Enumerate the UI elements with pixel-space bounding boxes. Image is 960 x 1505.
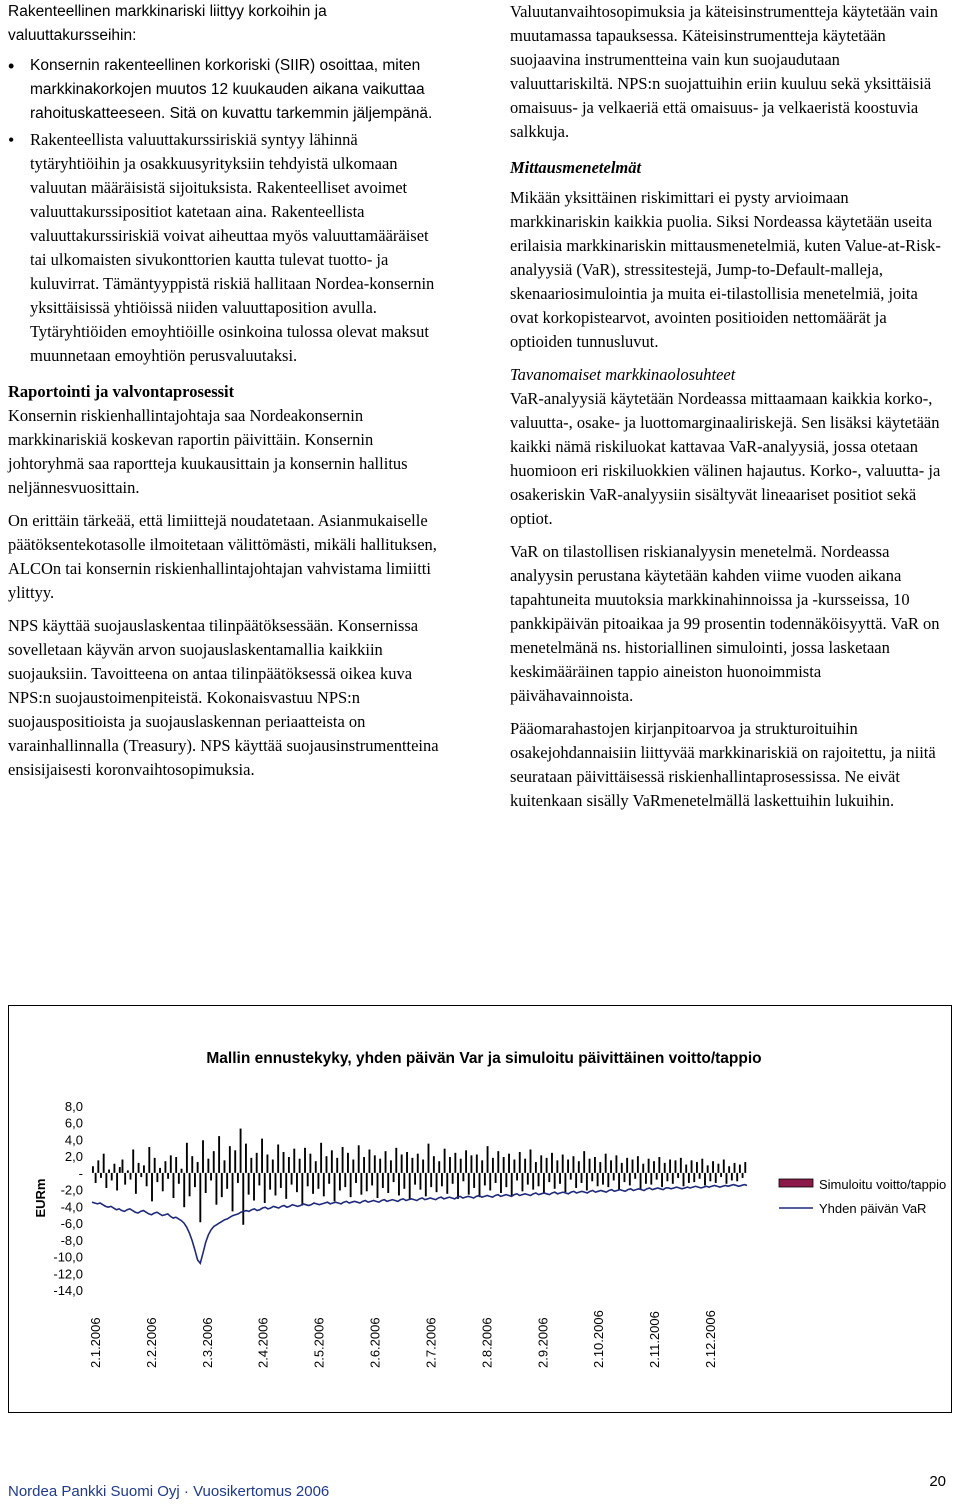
bar-simulated-pl bbox=[245, 1144, 247, 1173]
bar-simulated-pl bbox=[226, 1173, 228, 1189]
var-chart-svg bbox=[9, 1006, 951, 1412]
bar-simulated-pl bbox=[229, 1146, 231, 1173]
bar-simulated-pl bbox=[503, 1157, 505, 1173]
bar-simulated-pl bbox=[430, 1173, 432, 1187]
bar-simulated-pl bbox=[573, 1156, 575, 1173]
bar-simulated-pl bbox=[387, 1173, 389, 1193]
bar-simulated-pl bbox=[664, 1163, 666, 1173]
bar-simulated-pl bbox=[323, 1173, 325, 1196]
bar-simulated-pl bbox=[551, 1153, 553, 1173]
bar-simulated-pl bbox=[358, 1145, 360, 1173]
paragraph-var-method: VaR on tilastollisen riskianalyysin menetelmä. Nordeassa analyysin perustana käytetään kahden viime vuoden aikana tapahtuneita muutoksia markkinahinnoissa ja -kursseissa, 10 pankkipäivän pitoaikaa ja 99 prosentin todennäköisyyttä. VaR on menetelmänä ns. historiallinen simulointi, jossa lasketaan keskimääräinen tappio aineiston huonoimmista päivähavainnoista. bbox=[510, 542, 940, 705]
bar-simulated-pl bbox=[191, 1156, 193, 1173]
bar-simulated-pl bbox=[519, 1152, 521, 1173]
bar-simulated-pl bbox=[532, 1173, 534, 1190]
bar-simulated-pl bbox=[460, 1159, 462, 1173]
bar-simulated-pl bbox=[95, 1173, 97, 1183]
bar-simulated-pl bbox=[334, 1173, 336, 1201]
bar-simulated-pl bbox=[331, 1150, 333, 1173]
y-tick-label: - bbox=[78, 1165, 83, 1181]
bar-simulated-pl bbox=[339, 1173, 341, 1191]
bar-simulated-pl bbox=[610, 1160, 612, 1173]
bar-simulated-pl bbox=[465, 1150, 467, 1173]
bar-simulated-pl bbox=[202, 1140, 204, 1173]
bar-simulated-pl bbox=[199, 1173, 201, 1222]
legend-label-var: Yhden päivän VaR bbox=[819, 1201, 927, 1216]
bar-simulated-pl bbox=[578, 1161, 580, 1173]
bar-simulated-pl bbox=[546, 1158, 548, 1173]
x-tick-label: 2.8.2006 bbox=[479, 1317, 495, 1368]
bar-simulated-pl bbox=[183, 1173, 185, 1207]
bar-simulated-pl bbox=[355, 1173, 357, 1183]
bar-simulated-pl bbox=[701, 1159, 703, 1173]
bar-simulated-pl bbox=[264, 1173, 266, 1203]
bar-simulated-pl bbox=[250, 1158, 252, 1173]
bar-simulated-pl bbox=[127, 1170, 129, 1173]
bar-simulated-pl bbox=[154, 1158, 156, 1173]
bar-simulated-pl bbox=[511, 1173, 513, 1196]
bar-simulated-pl bbox=[366, 1173, 368, 1191]
bar-simulated-pl bbox=[484, 1173, 486, 1186]
bar-simulated-pl bbox=[471, 1155, 473, 1173]
page-number: 20 bbox=[929, 1473, 946, 1490]
y-tick-label: -6,0 bbox=[60, 1216, 83, 1232]
bar-simulated-pl bbox=[390, 1160, 392, 1173]
bar-simulated-pl bbox=[237, 1173, 239, 1183]
bar-simulated-pl bbox=[207, 1159, 209, 1173]
bar-simulated-pl bbox=[248, 1173, 250, 1195]
x-tick-label: 2.10.2006 bbox=[591, 1310, 607, 1368]
bar-simulated-pl bbox=[556, 1160, 558, 1173]
bar-simulated-pl bbox=[320, 1143, 322, 1173]
bar-simulated-pl bbox=[683, 1173, 685, 1186]
bar-simulated-pl bbox=[371, 1173, 373, 1186]
bar-simulated-pl bbox=[307, 1173, 309, 1186]
bar-simulated-pl bbox=[379, 1159, 381, 1173]
bar-simulated-pl bbox=[363, 1157, 365, 1173]
bar-simulated-pl bbox=[548, 1173, 550, 1182]
bar-simulated-pl bbox=[113, 1164, 115, 1173]
bar-simulated-pl bbox=[97, 1160, 99, 1173]
bar-simulated-pl bbox=[476, 1155, 478, 1173]
bar-simulated-pl bbox=[591, 1173, 593, 1181]
bar-simulated-pl bbox=[312, 1173, 314, 1194]
bar-simulated-pl bbox=[575, 1173, 577, 1188]
bar-simulated-pl bbox=[508, 1154, 510, 1173]
paragraph-limits: On erittäin tärkeää, että limiittejä noudatetaan. Asianmukaiselle päätöksentekotasolle ilmoitetaan välittömästi, mikäli hallituksen, ALCOn tai konsernin riskienhallintajohtajan vahvistama limiitti ylittyy. bbox=[8, 511, 437, 602]
bar-simulated-pl bbox=[309, 1154, 311, 1173]
bar-simulated-pl bbox=[151, 1173, 153, 1201]
section-heading-reporting: Raportointi ja valvontaprosessit bbox=[8, 382, 235, 401]
bar-simulated-pl bbox=[420, 1173, 422, 1190]
bar-simulated-pl bbox=[734, 1163, 736, 1173]
bar-simulated-pl bbox=[234, 1150, 236, 1173]
bar-simulated-pl bbox=[658, 1157, 660, 1173]
bar-simulated-pl bbox=[296, 1173, 298, 1192]
bar-simulated-pl bbox=[119, 1167, 121, 1173]
chart-title: Mallin ennustekyky, yhden päivän Var ja simuloitu päivittäinen voitto/tappio bbox=[206, 1050, 762, 1067]
bar-simulated-pl bbox=[275, 1173, 277, 1196]
bar-simulated-pl bbox=[103, 1154, 105, 1173]
bar-simulated-pl bbox=[299, 1159, 301, 1173]
bar-simulated-pl bbox=[111, 1173, 113, 1181]
bar-simulated-pl bbox=[194, 1173, 196, 1187]
right-column bbox=[510, 0, 946, 822]
bar-simulated-pl bbox=[626, 1158, 628, 1173]
bar-simulated-pl bbox=[594, 1157, 596, 1173]
bullet-item-currency-risk: • Rakenteellista valuuttakurssiriskiä syntyy lähinnä tytäryhtiöihin ja osakkuusyrityksiin tehdyistä ulkomaan valuutan määräisistä sijoituksista. Rakenteelliset avoimet valuuttakurssipositiot katetaan aina. Rakenteellista valuuttakurssiriskiä voivat aiheuttaa myös valuuttamääräiset tai ulkomaisten sivukonttorien kautta tulevat tuotto- ja kuluvirrat. Tämäntyyppistä riskiä hallitaan Nordea-konsernin yksittäisissä yhtiöissä niiden valuuttaposition avulla. Tytäryhtiöiden emoyhtiöille osinkoina tulossa olevat maksut muunnetaan emoyhtiön perusvaluutaksi. bbox=[8, 128, 444, 368]
bar-simulated-pl bbox=[395, 1148, 397, 1173]
bar-simulated-pl bbox=[105, 1173, 107, 1188]
bar-simulated-pl bbox=[564, 1173, 566, 1192]
bar-simulated-pl bbox=[691, 1160, 693, 1173]
bar-simulated-pl bbox=[189, 1173, 191, 1196]
x-tick-label: 2.5.2006 bbox=[311, 1317, 327, 1368]
bar-simulated-pl bbox=[629, 1173, 631, 1186]
bar-simulated-pl bbox=[554, 1173, 556, 1189]
bar-simulated-pl bbox=[693, 1173, 695, 1182]
bar-simulated-pl bbox=[253, 1173, 255, 1201]
x-tick-label: 2.7.2006 bbox=[423, 1317, 439, 1368]
bar-simulated-pl bbox=[291, 1173, 293, 1185]
bar-simulated-pl bbox=[570, 1173, 572, 1180]
bar-simulated-pl bbox=[677, 1173, 679, 1178]
bar-simulated-pl bbox=[666, 1173, 668, 1181]
bar-simulated-pl bbox=[696, 1162, 698, 1173]
bar-simulated-pl bbox=[280, 1173, 282, 1188]
bar-simulated-pl bbox=[218, 1136, 220, 1173]
bar-simulated-pl bbox=[328, 1173, 330, 1184]
bar-simulated-pl bbox=[535, 1162, 537, 1173]
bar-simulated-pl bbox=[221, 1173, 223, 1197]
bar-simulated-pl bbox=[116, 1173, 118, 1191]
footer-publication: Nordea Pankki Suomi Oyj · Vuosikertomus 2006 bbox=[8, 1483, 330, 1500]
bar-simulated-pl bbox=[261, 1139, 263, 1173]
bar-simulated-pl bbox=[605, 1154, 607, 1173]
bar-simulated-pl bbox=[347, 1153, 349, 1173]
x-tick-label: 2.11.2006 bbox=[647, 1311, 663, 1368]
bar-simulated-pl bbox=[538, 1173, 540, 1186]
bar-simulated-pl bbox=[438, 1161, 440, 1173]
bar-simulated-pl bbox=[672, 1173, 674, 1184]
bar-simulated-pl bbox=[637, 1156, 639, 1173]
bar-simulated-pl bbox=[240, 1129, 242, 1173]
y-tick-label: 6,0 bbox=[64, 1115, 83, 1131]
bar-simulated-pl bbox=[583, 1151, 585, 1173]
line-one-day-var bbox=[92, 1185, 747, 1264]
bar-simulated-pl bbox=[497, 1151, 499, 1173]
bar-simulated-pl bbox=[452, 1173, 454, 1184]
bar-simulated-pl bbox=[462, 1173, 464, 1181]
bar-simulated-pl bbox=[675, 1160, 677, 1173]
bar-simulated-pl bbox=[272, 1160, 274, 1173]
bar-simulated-pl bbox=[645, 1173, 647, 1184]
bar-simulated-pl bbox=[205, 1173, 207, 1193]
bar-simulated-pl bbox=[100, 1173, 102, 1178]
bar-simulated-pl bbox=[685, 1165, 687, 1173]
paragraph-var-usage: VaR-analyysiä käytetään Nordeassa mittaamaan kaikkia korko-, valuutta-, osake- ja luottomarginaaliriskejä. Sen lisäksi käytetään kaikki nämä riskiluokat kattavaa VaR-analyysiä, jossa otetaan huomioon eri riskiluokkien välinen hajautus. Korko-, valuutta- ja osakeriskin VaR-analyysiin sisältyvät lineaariset positiot sekä optiot. bbox=[510, 389, 941, 528]
bar-simulated-pl bbox=[632, 1160, 634, 1173]
bar-simulated-pl bbox=[178, 1173, 180, 1184]
bar-simulated-pl bbox=[317, 1173, 319, 1189]
bar-simulated-pl bbox=[186, 1143, 188, 1173]
bar-simulated-pl bbox=[586, 1173, 588, 1191]
bar-simulated-pl bbox=[132, 1149, 134, 1172]
bar-simulated-pl bbox=[726, 1173, 728, 1184]
bar-simulated-pl bbox=[401, 1155, 403, 1173]
bar-simulated-pl bbox=[336, 1158, 338, 1173]
bar-simulated-pl bbox=[210, 1173, 212, 1181]
bar-simulated-pl bbox=[742, 1173, 744, 1178]
bar-simulated-pl bbox=[425, 1173, 427, 1196]
bar-simulated-pl bbox=[441, 1173, 443, 1186]
bar-simulated-pl bbox=[457, 1173, 459, 1199]
paragraph-reporting: Konsernin riskienhallintajohtaja saa Nordeakonsernin markkinariskiä koskevan raportin päivittäin. Konsernin johtoryhmä saa raportteja kuukausittain ja konsernin hallitus neljännesvuosittain. bbox=[8, 406, 408, 497]
paragraph-measurement: Mikään yksittäinen riskimittari ei pysty arvioimaan markkinariskin kaikkia puolia. Siksi Nordeassa käytetään useita erilaisia markkinariskin mittausmenetelmiä, kuten Value-at-Risk-analyysiä (VaR), stressitestejä, Jump-to-Default-malleja, skenaariosimulointia ja muita ei-tilastollisia menetelmiä, joita ovat korkopistearvot, avointen positioiden nettomäärät ja optioiden tunnusluvut. bbox=[510, 188, 941, 351]
x-tick-label: 2.3.2006 bbox=[199, 1317, 215, 1368]
bar-simulated-pl bbox=[731, 1173, 733, 1181]
bar-simulated-pl bbox=[146, 1173, 148, 1186]
bar-simulated-pl bbox=[728, 1166, 730, 1173]
x-tick-label: 2.9.2006 bbox=[535, 1317, 551, 1368]
bar-simulated-pl bbox=[567, 1160, 569, 1173]
bar-simulated-pl bbox=[634, 1173, 636, 1179]
bar-simulated-pl bbox=[385, 1151, 387, 1173]
bar-simulated-pl bbox=[293, 1149, 295, 1173]
bar-simulated-pl bbox=[513, 1160, 515, 1173]
bar-simulated-pl bbox=[530, 1149, 532, 1172]
bar-simulated-pl bbox=[224, 1160, 226, 1173]
bar-simulated-pl bbox=[406, 1152, 408, 1173]
legend-swatch-simulated bbox=[779, 1179, 813, 1187]
bar-simulated-pl bbox=[527, 1173, 529, 1185]
bar-simulated-pl bbox=[736, 1173, 738, 1181]
bar-simulated-pl bbox=[130, 1173, 132, 1180]
bar-simulated-pl bbox=[707, 1165, 709, 1173]
bar-simulated-pl bbox=[602, 1173, 604, 1185]
bar-simulated-pl bbox=[138, 1163, 140, 1173]
section-heading-normal-conditions: Tavanomaiset markkinaolosuhteet bbox=[510, 365, 736, 384]
bar-simulated-pl bbox=[473, 1173, 475, 1188]
intro-text: Rakenteellinen markkinariski liittyy korkoihin ja valuuttakursseihin: bbox=[8, 3, 327, 44]
left-column bbox=[8, 0, 444, 791]
bar-simulated-pl bbox=[197, 1162, 199, 1173]
bar-simulated-pl bbox=[487, 1146, 489, 1173]
bar-simulated-pl bbox=[712, 1161, 714, 1173]
y-tick-label: -14,0 bbox=[53, 1283, 83, 1298]
bar-simulated-pl bbox=[164, 1161, 166, 1173]
bar-simulated-pl bbox=[640, 1173, 642, 1189]
bar-simulated-pl bbox=[468, 1173, 470, 1195]
bar-simulated-pl bbox=[258, 1173, 260, 1186]
bar-simulated-pl bbox=[540, 1155, 542, 1173]
bullet-item-siir: • Konsernin rakenteellinen korkoriski (SIIR) osoittaa, miten markkinakorkojen muutos 12 kuukauden aikana vaikuttaa rahoituskatteeseen. Sitä on kuvattu tarkemmin jäljempänä. bbox=[8, 54, 444, 126]
bar-simulated-pl bbox=[581, 1173, 583, 1183]
bar-simulated-pl bbox=[315, 1161, 317, 1173]
bar-simulated-pl bbox=[213, 1151, 215, 1173]
bar-simulated-pl bbox=[661, 1173, 663, 1187]
paragraph-hedge-accounting: NPS käyttää suojauslaskentaa tilinpäätöksessään. Konsernissa sovelletaan käyvän arvon suojauslaskentamallia kaikkiin suojauksiin. Tavoitteena on antaa tilinpäätöksessä oikea kuva NPS:n suojaustoimenpiteistä. Kokonaisvastuu NPS:n suojauspositioista ja suojauslaskennan periaatteista on varainhallinnalla (Treasury). NPS käyttää suojausinstrumentteina ensisijaisesti koronvaihtosopimuksia. bbox=[8, 616, 439, 779]
bar-simulated-pl bbox=[92, 1166, 94, 1173]
bar-simulated-pl bbox=[143, 1165, 145, 1173]
paragraph-instruments: Valuutanvaihtosopimuksia ja käteisinstrumentteja käytetään vain muutamassa tapauksessa. Käteisinstrumentteja käytetään suojaavina instrumentteina vain kun suojaudutaan valuuttariskiltä. NPS:n suojattuihin eriin kuuluu sekä yksittäisiä omaisuus- ja velkaeriä että omaisuus- ja velkaeristä koostuvia salkkuja. bbox=[510, 2, 938, 141]
bar-simulated-pl bbox=[621, 1163, 623, 1173]
x-tick-label: 2.6.2006 bbox=[367, 1317, 383, 1368]
bar-simulated-pl bbox=[522, 1173, 524, 1191]
bar-simulated-pl bbox=[597, 1173, 599, 1186]
bar-simulated-pl bbox=[344, 1173, 346, 1187]
bar-simulated-pl bbox=[215, 1173, 217, 1205]
bar-simulated-pl bbox=[481, 1160, 483, 1173]
paragraph-private-equity: Pääomarahastojen kirjanpitoarvoa ja strukturoituihin osakejohdannaisiin liittyvää markkinariskiä on rajoitettu, ja niitä seurataan päivittäisessä riskienhallintaprosessissa. Ne eivät kuitenkaan sisälly VaRmenetelmällä laskettuihin lukuihin. bbox=[510, 719, 936, 810]
bar-simulated-pl bbox=[140, 1173, 142, 1177]
bar-simulated-pl bbox=[352, 1160, 354, 1173]
bar-simulated-pl bbox=[500, 1173, 502, 1193]
bar-simulated-pl bbox=[723, 1160, 725, 1173]
bar-simulated-pl bbox=[607, 1173, 609, 1187]
bar-simulated-pl bbox=[444, 1149, 446, 1173]
x-tick-label: 2.1.2006 bbox=[88, 1317, 103, 1368]
y-axis-label: EURm bbox=[33, 1178, 48, 1218]
bar-simulated-pl bbox=[122, 1160, 124, 1173]
bar-simulated-pl bbox=[720, 1173, 722, 1177]
bar-simulated-pl bbox=[269, 1173, 271, 1190]
bar-simulated-pl bbox=[489, 1173, 491, 1191]
bar-simulated-pl bbox=[669, 1160, 671, 1173]
bar-simulated-pl bbox=[135, 1173, 137, 1194]
x-tick-label: 2.2.2006 bbox=[143, 1317, 159, 1368]
bar-simulated-pl bbox=[108, 1170, 110, 1173]
bar-simulated-pl bbox=[505, 1173, 507, 1187]
bar-simulated-pl bbox=[414, 1173, 416, 1185]
bar-simulated-pl bbox=[382, 1173, 384, 1188]
bar-simulated-pl bbox=[648, 1159, 650, 1173]
bar-simulated-pl bbox=[256, 1153, 258, 1173]
bar-simulated-pl bbox=[377, 1173, 379, 1198]
bar-simulated-pl bbox=[159, 1168, 161, 1173]
y-tick-label: -12,0 bbox=[53, 1266, 83, 1282]
bar-simulated-pl bbox=[266, 1155, 268, 1173]
x-tick-label: 2.4.2006 bbox=[255, 1317, 271, 1368]
bar-simulated-pl bbox=[524, 1159, 526, 1173]
y-tick-label: 2,0 bbox=[64, 1149, 83, 1165]
bar-simulated-pl bbox=[449, 1157, 451, 1173]
y-tick-label: 4,0 bbox=[64, 1132, 83, 1148]
bar-simulated-pl bbox=[288, 1157, 290, 1173]
bar-simulated-pl bbox=[543, 1173, 545, 1194]
bar-simulated-pl bbox=[167, 1173, 169, 1179]
x-tick-label: 2.12.2006 bbox=[703, 1310, 718, 1368]
bar-simulated-pl bbox=[369, 1149, 371, 1172]
bullet-list bbox=[8, 54, 444, 368]
bar-simulated-pl bbox=[342, 1147, 344, 1173]
bar-simulated-pl bbox=[454, 1153, 456, 1173]
bar-simulated-pl bbox=[492, 1158, 494, 1173]
y-tick-label: -10,0 bbox=[53, 1249, 83, 1265]
y-tick-label: 8,0 bbox=[64, 1099, 83, 1114]
bar-simulated-pl bbox=[704, 1173, 706, 1186]
bar-simulated-pl bbox=[326, 1156, 328, 1173]
bar-simulated-pl bbox=[589, 1159, 591, 1173]
bar-simulated-pl bbox=[446, 1173, 448, 1194]
bar-simulated-pl bbox=[411, 1158, 413, 1173]
bar-simulated-pl bbox=[433, 1156, 435, 1173]
bar-simulated-pl bbox=[301, 1173, 303, 1206]
y-tick-label: -4,0 bbox=[60, 1199, 83, 1215]
bar-simulated-pl bbox=[709, 1173, 711, 1181]
bar-simulated-pl bbox=[656, 1173, 658, 1180]
bar-simulated-pl bbox=[717, 1164, 719, 1173]
bar-simulated-pl bbox=[688, 1173, 690, 1183]
bar-simulated-pl bbox=[642, 1164, 644, 1173]
bar-simulated-pl bbox=[156, 1173, 158, 1182]
y-tick-label: -8,0 bbox=[60, 1232, 83, 1248]
bar-simulated-pl bbox=[374, 1155, 376, 1173]
bar-simulated-pl bbox=[559, 1173, 561, 1184]
var-chart bbox=[8, 1005, 952, 1413]
bar-simulated-pl bbox=[285, 1173, 287, 1199]
bar-simulated-pl bbox=[393, 1173, 395, 1182]
bar-simulated-pl bbox=[360, 1173, 362, 1195]
bar-simulated-pl bbox=[613, 1173, 615, 1181]
bar-simulated-pl bbox=[403, 1173, 405, 1189]
bar-simulated-pl bbox=[744, 1162, 746, 1173]
bar-simulated-pl bbox=[562, 1155, 564, 1173]
bar-simulated-pl bbox=[304, 1148, 306, 1173]
bar-simulated-pl bbox=[242, 1173, 244, 1225]
section-heading-measurement: Mittausmenetelmät bbox=[510, 158, 642, 177]
bar-simulated-pl bbox=[232, 1173, 234, 1211]
bar-simulated-pl bbox=[495, 1173, 497, 1183]
bar-simulated-pl bbox=[653, 1161, 655, 1173]
legend-label-simulated: Simuloitu voitto/tappio bbox=[819, 1177, 947, 1192]
bar-simulated-pl bbox=[624, 1173, 626, 1182]
bar-simulated-pl bbox=[615, 1155, 617, 1173]
bar-simulated-pl bbox=[409, 1173, 411, 1200]
bar-simulated-pl bbox=[516, 1173, 518, 1181]
bar-simulated-pl bbox=[422, 1160, 424, 1173]
bar-simulated-pl bbox=[181, 1169, 183, 1173]
bar-simulated-pl bbox=[428, 1144, 430, 1173]
bar-simulated-pl bbox=[162, 1173, 164, 1191]
bar-simulated-pl bbox=[277, 1144, 279, 1172]
bar-simulated-pl bbox=[436, 1173, 438, 1192]
bar-simulated-pl bbox=[283, 1152, 285, 1173]
bar-simulated-pl bbox=[170, 1155, 172, 1173]
bar-simulated-pl bbox=[350, 1173, 352, 1197]
bar-simulated-pl bbox=[175, 1157, 177, 1173]
bar-simulated-pl bbox=[680, 1158, 682, 1173]
bar-simulated-pl bbox=[618, 1173, 620, 1190]
bar-simulated-pl bbox=[398, 1173, 400, 1196]
bar-simulated-pl bbox=[173, 1173, 175, 1198]
bar-simulated-pl bbox=[124, 1173, 126, 1185]
bar-simulated-pl bbox=[479, 1173, 481, 1197]
y-tick-label: -2,0 bbox=[60, 1182, 83, 1198]
bar-simulated-pl bbox=[715, 1173, 717, 1183]
bar-simulated-pl bbox=[148, 1147, 150, 1173]
bar-simulated-pl bbox=[599, 1162, 601, 1173]
bar-simulated-pl bbox=[650, 1173, 652, 1185]
bar-simulated-pl bbox=[417, 1154, 419, 1173]
bar-simulated-pl bbox=[739, 1165, 741, 1173]
bar-simulated-pl bbox=[699, 1173, 701, 1179]
